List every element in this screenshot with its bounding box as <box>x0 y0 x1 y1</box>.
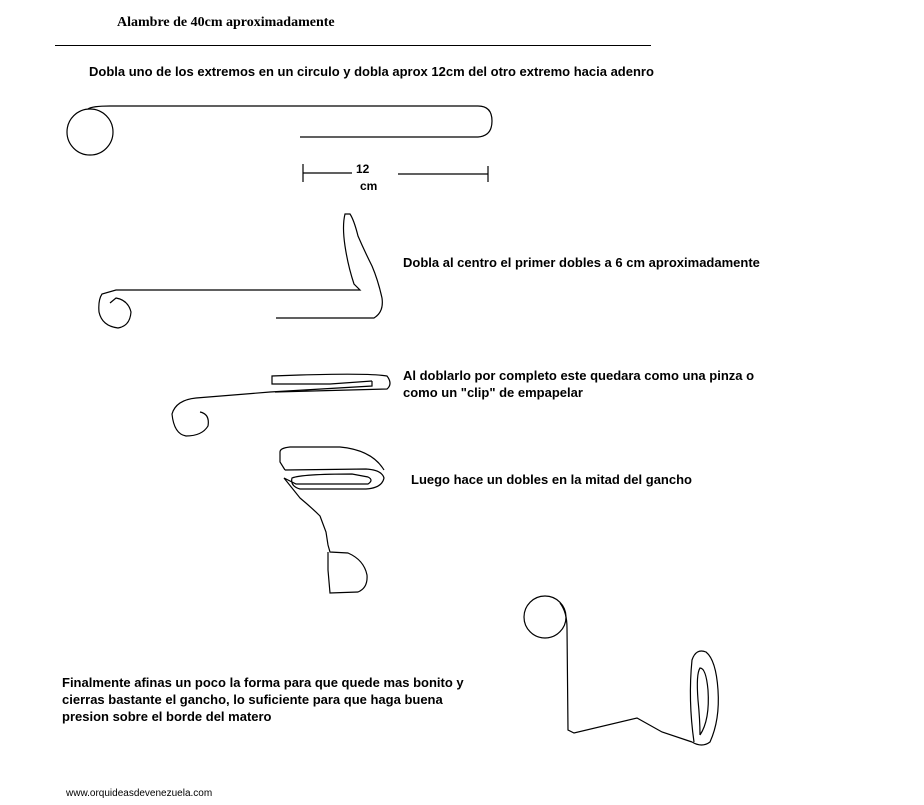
step-4-text: Luego hace un dobles en la mitad del gancho <box>411 472 692 487</box>
step-2-wire <box>99 214 383 328</box>
measure-line <box>303 164 488 182</box>
final-line-1: Finalmente afinas un poco la forma para que quede mas bonito y <box>62 675 464 690</box>
step-3-wire <box>172 374 390 436</box>
wire-loop <box>67 109 113 155</box>
wire-fold <box>88 106 492 137</box>
step-2-text: Dobla al centro el primer dobles a 6 cm aproximadamente <box>403 255 760 270</box>
step-1-text: Dobla uno de los extremos en un circulo y dobla aprox 12cm del otro extremo hacia adenro <box>89 64 654 79</box>
measure-value: 12 <box>356 162 370 176</box>
page-title: Alambre de 40cm aproximadamente <box>117 15 335 30</box>
step-4-wire <box>280 447 384 593</box>
step-3-text-line2: como un "clip" de empapelar <box>403 385 583 400</box>
step-1-wire <box>67 106 492 155</box>
final-loop <box>524 596 566 638</box>
final-line-2: cierras bastante el gancho, lo suficiente para que haga buena <box>62 692 443 707</box>
step-3-text-line1: Al doblarlo por completo este quedara como una pinza o <box>403 368 755 383</box>
final-line-3: presion sobre el borde del matero <box>62 709 272 724</box>
step-5-wire <box>524 596 718 745</box>
footer-url[interactable]: www.orquideasdevenezuela.com <box>66 788 213 799</box>
measure-unit: cm <box>360 179 378 193</box>
